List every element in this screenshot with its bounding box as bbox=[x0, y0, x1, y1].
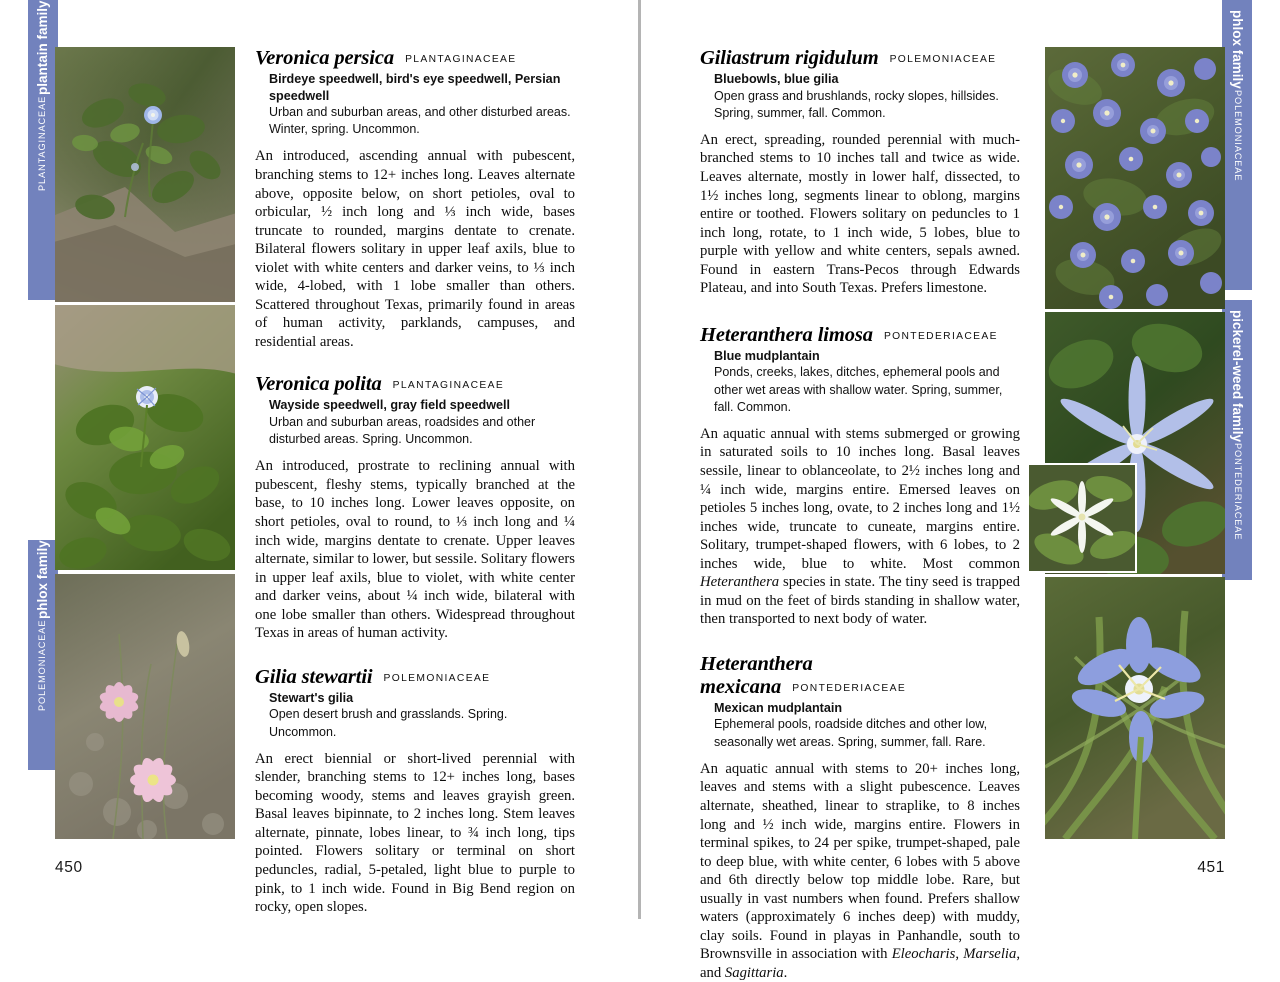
species-family-name: POLEMONIACEAE bbox=[889, 54, 997, 65]
species-common-names: Stewart's gilia bbox=[269, 690, 354, 705]
species-family-name: POLEMONIACEAE bbox=[383, 672, 491, 684]
page-number-left: 450 bbox=[55, 859, 83, 876]
photo-gilia-stewartii bbox=[55, 574, 235, 839]
species-family-name: PLANTAGINACEAE bbox=[405, 54, 517, 65]
page-number-right: 451 bbox=[1197, 859, 1225, 876]
entry-heteranthera-mexicana bbox=[700, 653, 1020, 982]
thumb-tab-right-bottom-family-sci: PONTEDERIACEAE bbox=[1233, 443, 1243, 541]
species-family-name: PLANTAGINACEAE bbox=[392, 380, 505, 392]
species-description: An erect, spreading, rounded perennial with much-branched stems to 10 inches tall and twice as wide. Leaves alternate, mostly in lower half, dissected, to 1½ inches long, segments linear to oblong, margins entire or toothed. Flowers solitary on peduncles to 1 inch long, rotate, to 1 inch wide, 5 lobes, blue to purple with yellow and white centers, sepals awned. Found in eastern Trans-Pecos through Edwards Plateau, and into South Texas. Prefers limestone. bbox=[700, 131, 1020, 297]
photo-heteranthera-mexicana-art bbox=[1045, 577, 1225, 839]
thumb-tab-right-bottom-family-common: pickerel-weed family bbox=[1230, 310, 1245, 443]
species-scientific-name: Heteranthera mexicana bbox=[700, 652, 813, 698]
thumb-tab-right-top-family-common: phlox family bbox=[1230, 10, 1245, 89]
species-family-name: PONTEDERIACEAE bbox=[883, 330, 998, 342]
species-common-names: Wayside speedwell, gray field speedwell bbox=[269, 398, 511, 413]
entry-gilia-stewartii bbox=[255, 666, 575, 917]
left-text-column bbox=[255, 47, 575, 917]
species-scientific-name: Veronica polita bbox=[255, 373, 382, 396]
species-habitat: Open grass and brushlands, rocky slopes, hillsides. Spring, summer, fall. Common. bbox=[714, 88, 999, 120]
species-description: An erect biennial or short-lived perennial with slender, branching stems to 12+ inches long, bases becoming woody, stems and leaves grayish green. Basal leaves bipinnate, to 2 inches long. Stem leaves alternate, pinnate, lobes linear, to ¾ inch long, tips pointed. Flowers solitary or terminal on short peduncles, radial, 5-petaled, light blue to purple to pink, to 1 inch wide. Found in Big Bend region on rocky, open slopes. bbox=[255, 750, 575, 916]
page-450 bbox=[0, 0, 638, 919]
photo-giliastrum-rigidulum-art bbox=[1045, 47, 1225, 309]
species-habitat: Open desert brush and grasslands. Spring. Uncommon. bbox=[269, 707, 508, 739]
species-common-names: Blue mudplantain bbox=[714, 348, 820, 363]
entry-heteranthera-limosa bbox=[700, 324, 1020, 629]
entry-heading bbox=[255, 47, 575, 70]
species-common-names: Bluebowls, blue gilia bbox=[714, 72, 839, 86]
photo-heteranthera-limosa-inset-art bbox=[1029, 465, 1135, 571]
species-scientific-name: Giliastrum rigidulum bbox=[700, 47, 879, 69]
species-scientific-name: Gilia stewartii bbox=[255, 665, 373, 688]
thumb-tab-left-top-family-common: plantain family bbox=[35, 0, 50, 95]
entry-giliastrum-rigidulum bbox=[700, 47, 1020, 298]
photo-veronica-polita bbox=[55, 305, 235, 570]
right-text-column bbox=[700, 47, 1020, 982]
entry-heading bbox=[700, 653, 1020, 699]
entry-heading bbox=[255, 373, 575, 396]
species-habitat: Ponds, creeks, lakes, ditches, ephemeral pools and other wet areas with shallow water. Spring, summer, fall. Common. bbox=[714, 365, 1003, 414]
species-habitat: Urban and suburban areas, roadsides and other disturbed areas. Spring. Uncommon. bbox=[269, 414, 536, 447]
photo-giliastrum-rigidulum bbox=[1045, 47, 1225, 309]
entry-veronica-polita bbox=[255, 373, 575, 642]
photo-veronica-persica-art bbox=[55, 47, 235, 302]
entry-heading bbox=[700, 324, 1020, 347]
page-451 bbox=[641, 0, 1280, 981]
species-scientific-name: Heteranthera limosa bbox=[700, 323, 873, 346]
thumb-tab-left-bottom-family-sci: POLEMONIACEAE bbox=[37, 619, 47, 712]
flower-blue-1 bbox=[144, 106, 162, 124]
photo-heteranthera-limosa-inset bbox=[1027, 463, 1137, 573]
thumb-tab-left-bottom-family-common: phlox family bbox=[35, 540, 50, 619]
entry-heading bbox=[255, 666, 575, 689]
species-common-names: Mexican mudplantain bbox=[714, 700, 843, 715]
species-habitat: Ephemeral pools, roadside ditches and other low, seasonally wet areas. Spring, summer, fall. Rare. bbox=[714, 717, 988, 749]
photo-gilia-stewartii-art bbox=[55, 574, 235, 839]
species-scientific-name: Veronica persica bbox=[255, 47, 395, 69]
species-common-names: Birdeye speedwell, bird's eye speedwell, Persian speedwell bbox=[269, 72, 561, 103]
photo-veronica-polita-art bbox=[55, 305, 235, 570]
species-family-name: PONTEDERIACEAE bbox=[792, 682, 907, 694]
flower-blue-2 bbox=[136, 386, 158, 408]
photo-heteranthera-mexicana bbox=[1045, 577, 1225, 839]
species-description: An introduced, ascending annual with pubescent, branching stems to 12+ inches long. Leaves alternate above, opposite below, on short petioles, oval to orbicular, ½ inch long and ⅓ inch wide, bases truncate to rounded, margins dentate to crenate. Bilateral flowers solitary in upper leaf axils, blue to violet with white centers and darker veins, to ⅓ inch wide, 4-lobed, with 1 lobe smaller than others. Scattered throughout Texas, primarily found in areas of human activity, parklands, campuses, and residential areas. bbox=[255, 148, 575, 350]
species-description: An introduced, prostrate to reclining annual with pubescent, fleshy stems, typically branched at the base, to 10 inches long. Lower leaves opposite, on short petioles, oval to round, to ⅓ inch long and ¼ inch wide, margins dentate to crenate. Upper leaves alternate, similar to lower, but sessile. Solitary flowers in upper leaf axils, blue to violet, with white center and darker veins, about ¼ inch wide, bilateral with one lobe smaller than others. Widespread throughout Texas in areas of human activity. bbox=[255, 458, 576, 642]
entry-veronica-persica bbox=[255, 47, 575, 351]
entry-heading bbox=[700, 47, 1020, 70]
species-habitat: Urban and suburban areas, and other disturbed areas. Winter, spring. Uncommon. bbox=[269, 105, 571, 137]
species-description: An aquatic annual with stems submerged or growing in saturated soils to 10 inches long. Basal leaves sessile, linear to oblanceolate, to 2½ inches long and ¼ inch wide, margins entire. Emersed leaves on petioles 5 inches long, ovate, to 2 inches long and 1½ inches wide, truncate to cuneate, margins entire. Solitary, trumpet-shaped flowers, with 6 lobes, to 2 inches wide, blue to white. Most common Heteranthera species in state. The tiny seed is trapped in mud on the feet of birds standing in shallow water, then transported to next body of water. bbox=[700, 425, 1020, 628]
thumb-tab-right-top-family-sci: POLEMONIACEAE bbox=[1233, 89, 1243, 182]
photo-veronica-persica bbox=[55, 47, 235, 302]
species-description: An aquatic annual with stems to 20+ inches long, leaves and stems with a slight pubescence. Leaves alternate, sheathed, linear to straplike, to 8 inches long and ½ inch wide, margins entire. Flowers in terminal spikes, to 24 per spike, trumpet-shaped, pale to deep blue, with white center, 6 lobes with 5 above and 6th directly below top middle lobe. Rare, but usually in vast numbers when found. Prefers shallow waters (approximately 6 inches deep) with muddy, clay soils. Found in playas in Panhandle, south to Brownsville in association with Eleocharis, Marselia, and Sagittaria. bbox=[700, 760, 1021, 981]
thumb-tab-left-top-family-sci: PLANTAGINACEAE bbox=[37, 95, 47, 191]
